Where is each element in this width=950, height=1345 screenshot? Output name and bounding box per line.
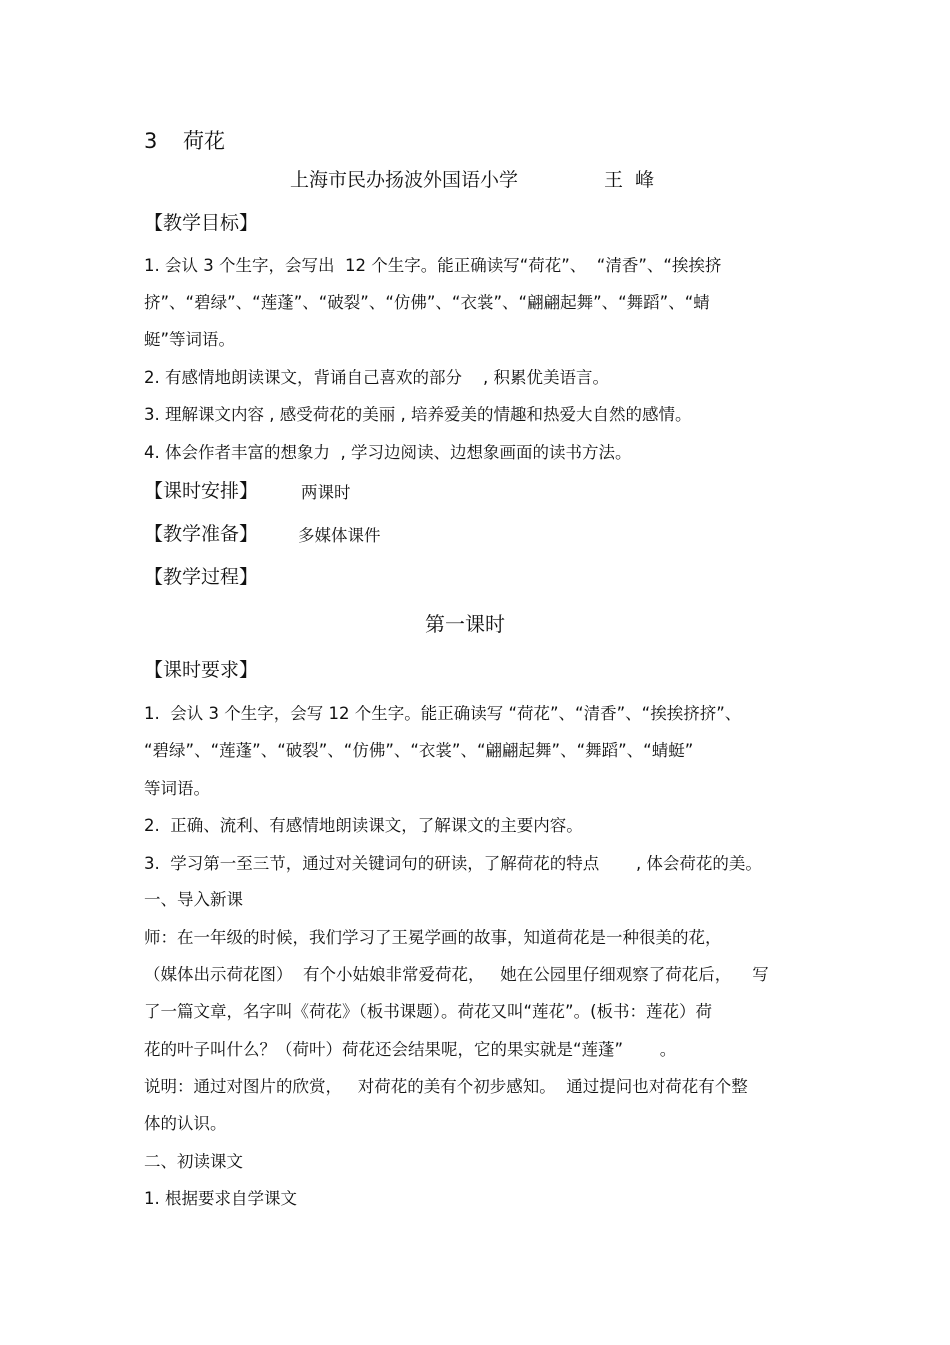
school-name: 上海市民办扬波外国语小学 (290, 169, 519, 191)
objective-line: 2. 有感情地朗读课文，背诵自己喜欢的部分 , 积累优美语言。 (144, 368, 609, 387)
lesson-title: 荷花 (183, 129, 225, 153)
requirement-line: 1. 会认 3 个生字，会写 12 个生字。能正确读写 “荷花”、“清香”、“挨挨挤挤”、 (144, 704, 742, 723)
requirement-line: 等词语。 (144, 779, 210, 798)
objective-line: 挤”、“碧绿”、“莲蓬”、“破裂”、“仿佛”、“衣裳”、“翩翩起舞”、“舞蹈”、“蜻 (144, 293, 710, 312)
preparation-value: 多媒体课件 (298, 526, 381, 545)
step-line: 1. 根据要求自学课文 (144, 1189, 297, 1208)
objective-line: 蜓”等词语。 (144, 330, 236, 349)
schedule-heading: 【课时安排】 (144, 480, 259, 502)
objectives-heading: 【教学目标】 (144, 212, 259, 234)
section-heading-intro: 一、导入新课 (144, 890, 243, 909)
period-title: 第一课时 (425, 612, 505, 636)
objective-line: 1. 会认 3 个生字，会写出 12 个生字。能正确读写“荷花”、 “清香”、“挨挨挤 (144, 256, 722, 275)
author-name: 王 峰 (604, 169, 655, 191)
teacher-line: 师：在一年级的时候，我们学习了王冕学画的故事，知道荷花是一种很美的花， (144, 928, 722, 947)
teacher-line: （媒体出示荷花图） 有个小姑娘非常爱荷花， 她在公园里仔细观察了荷花后， 写 (144, 965, 769, 984)
period-requirements-heading: 【课时要求】 (144, 659, 259, 681)
note-line: 体的认识。 (144, 1114, 227, 1133)
requirement-line: “碧绿”、“莲蓬”、“破裂”、“仿佛”、“衣裳”、“翩翩起舞”、“舞蹈”、“蜻蜓” (144, 741, 694, 760)
requirement-line: 2. 正确、流利、有感情地朗读课文，了解课文的主要内容。 (144, 816, 583, 835)
requirement-line: 3. 学习第一至三节，通过对关键词句的研读，了解荷花的特点 , 体会荷花的美。 (144, 854, 762, 873)
schedule-value: 两课时 (301, 483, 351, 502)
note-line: 说明：通过对图片的欣赏， 对荷花的美有个初步感知。 通过提问也对荷花有个整 (144, 1077, 748, 1096)
section-heading-first-reading: 二、初读课文 (144, 1152, 243, 1171)
teacher-line: 花的叶子叫什么？（荷叶）荷花还会结果呢，它的果实就是“莲蓬” 。 (144, 1040, 677, 1059)
lesson-number: 3 (144, 129, 158, 153)
teacher-line: 了一篇文章，名字叫《荷花》（板书课题）。荷花又叫“莲花”。(板书：莲花）荷 (144, 1002, 713, 1021)
process-heading: 【教学过程】 (144, 566, 259, 588)
preparation-heading: 【教学准备】 (144, 523, 259, 545)
objective-line: 3. 理解课文内容 , 感受荷花的美丽 , 培养爱美的情趣和热爱大自然的感情。 (144, 405, 692, 424)
objective-line: 4. 体会作者丰富的想象力 , 学习边阅读、边想象画面的读书方法。 (144, 443, 632, 462)
